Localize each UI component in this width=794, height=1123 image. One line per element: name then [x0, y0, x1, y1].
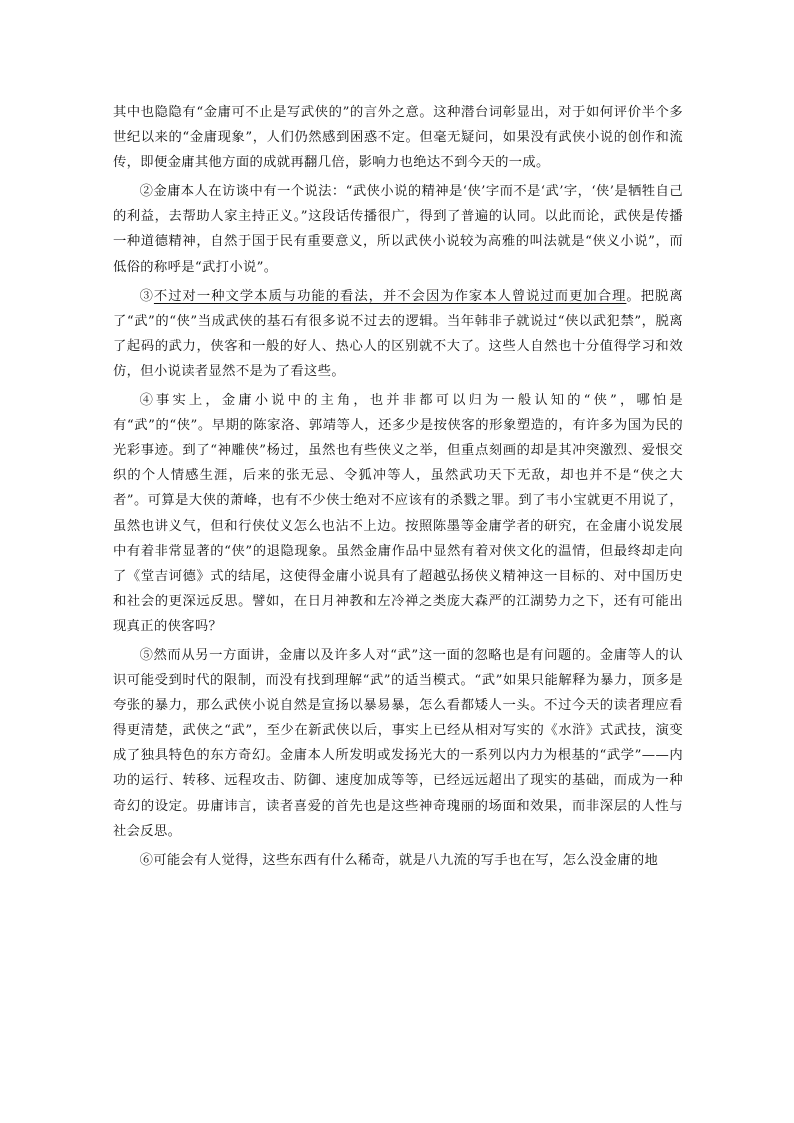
paragraph-6 [113, 848, 683, 873]
paragraph-5 [113, 643, 683, 844]
paragraph-3 [113, 284, 683, 384]
paragraph-4 [113, 388, 683, 639]
paragraph-text: ⑤然而从另一方面讲，金庸以及许多人对“武”这一面的忽略也是有问题的。金庸等人的认识可能受到时代的限制，而没有找到理解“武”的适当模式。“武”如果只能解释为暴力，顶多是夸张的暴力，那么武侠小说自然是宣扬以暴易暴，怎么看都矮人一头。不过今天的读者理应看得更清楚，武侠之“武”，至少在新武侠以后，事实上已经从相对写实的《水浒》式武技，演变成了独具特色的东方奇幻。金庸本人所发明或发扬光大的一系列以内力为根基的“武学”——内功的运行、转移、远程攻击、防御、速度加成等等，已经远远超出了现实的基础，而成为一种奇幻的设定。毋庸讳言，读者喜爱的首先也是这些神奇瑰丽的场面和效果，而非深层的人性与社会反思。 [113, 647, 683, 839]
paragraph-number: ③ [139, 288, 154, 304]
paragraph-text: ④事实上，金庸小说中的主角，也并非都可以归为一般认知的“侠”，哪怕是有“武”的“侠”。早期的陈家洛、郭靖等人，还多少是按侠客的形象塑造的，有许多为国为民的光彩事迹。到了“神雕侠”杨过，虽然也有些侠义之举，但重点刻画的却是其冲突激烈、爱恨交织的个人情感生涯，后来的张无忌、令狐冲等人，虽然武功天下无敌，却也并不是“侠之大者”。可算是大侠的萧峰，也有不少侠士绝对不应该有的杀戮之罪。到了韦小宝就更不用说了，虽然也讲义气，但和行侠仗义怎么也沾不上边。按照陈墨等金庸学者的研究，在金庸小说发展中有着非常显著的“侠”的退隐现象。虽然金庸作品中显然有着对侠文化的温情，但最终却走向了《堂吉诃德》式的结尾，这使得金庸小说具有了超越弘扬侠义精神这一目标的、对中国历史和社会的更深远反思。譬如，在日月神教和左冷禅之类庞大森严的江湖势力之下，还有可能出现真正的侠客吗？ [113, 393, 683, 634]
paragraph-text: 其中也隐隐有“金庸可不止是写武侠的”的言外之意。这种潜台词彰显出，对于如何评价半个多世纪以来的“金庸现象”，人们仍然感到困惑不定。但毫无疑问，如果没有武侠小说的创作和流传，即便金庸其他方面的成就再翻几倍，影响力也绝达不到今天的一成。 [113, 105, 683, 171]
paragraph-2 [113, 179, 683, 279]
paragraph-text: ⑥可能会有人觉得，这些东西有什么稀奇，就是八九流的写手也在写，怎么没金庸的地 [139, 852, 659, 868]
paragraph-continuation [113, 100, 683, 175]
underlined-sentence: 不过对一种文学本质与功能的看法，并不会因为作家本人曾说过而更加合理 [153, 288, 627, 304]
paragraph-text: 。把脱离了“武”的“侠”当成武侠的基石有很多说不过去的逻辑。当年韩非子就说过“侠以武犯禁”，脱离了起码的武力，侠客和一般的好人、热心人的区别就不大了。这些人自然也十分值得学习和效仿，但小说读者显然不是为了看这些。 [113, 288, 683, 379]
paragraph-text: ②金庸本人在访谈中有一个说法：“武侠小说的精神是‘侠’字而不是‘武’字，‘侠’是牺牲自己的利益，去帮助人家主持正义。”这段话传播很广，得到了普遍的认同。以此而论，武侠是传播一种道德精神，自然于国于民有重要意义，所以武侠小说较为高雅的叫法就是“侠义小说”，而低俗的称呼是“武打小说”。 [113, 184, 683, 275]
article-body [113, 100, 683, 877]
